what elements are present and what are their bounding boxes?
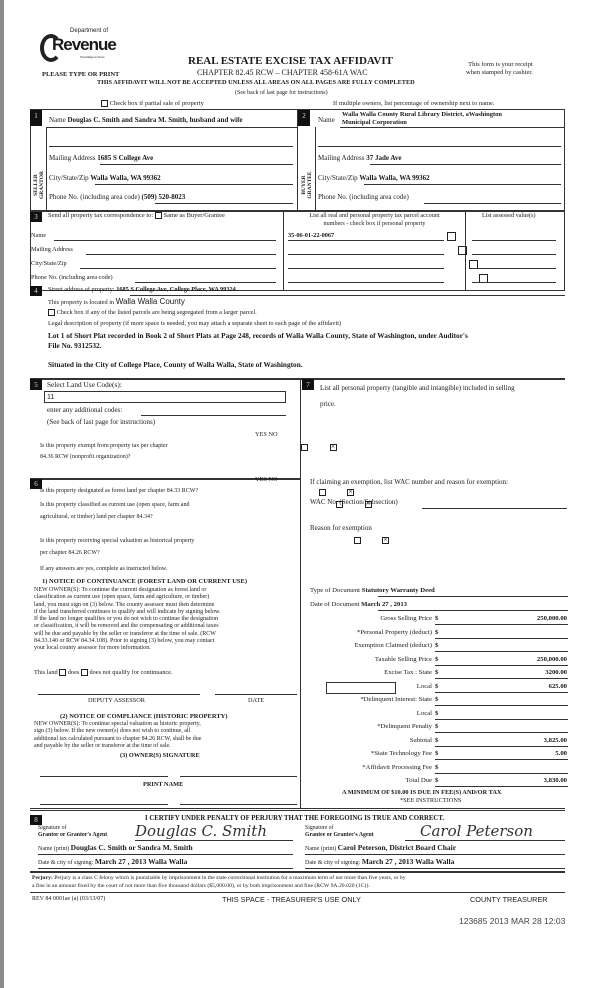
- wac-number-input[interactable]: [422, 508, 567, 509]
- currency-sign: $: [435, 642, 439, 649]
- nonprofit-no-checkbox[interactable]: [330, 444, 337, 451]
- form-warning: THIS AFFIDAVIT WILL NOT BE ACCEPTED UNLESS ALL AREAS ON ALL PAGES ARE FULLY COMPLETED: [97, 79, 415, 86]
- tax-row-line: [435, 786, 568, 787]
- does-qualify-checkbox[interactable]: [59, 669, 66, 676]
- section-4-number: 4: [30, 286, 42, 296]
- same-as-buyer-checkbox[interactable]: [155, 212, 162, 219]
- correspondence-phone[interactable]: [135, 282, 276, 283]
- notice-line: if the land transferred continues to qualify and will indicate by signing below.: [34, 608, 221, 615]
- tax-row-value[interactable]: 3,825.00: [543, 736, 567, 744]
- tax-row-line: [435, 692, 568, 693]
- currency-sign: $: [435, 777, 439, 784]
- section-5-number: 5: [30, 379, 42, 390]
- personal-property-checkbox-2[interactable]: [458, 246, 467, 255]
- seller-label: SELLER GRANTOR: [33, 171, 45, 200]
- seller-phone[interactable]: (509) 520-8023: [141, 193, 186, 201]
- land-use-code-input[interactable]: 11: [44, 391, 286, 403]
- receipt-note: This form is your receipt when stamped by cashier.: [466, 61, 533, 76]
- tax-row-line: [435, 759, 568, 760]
- deputy-assessor-line[interactable]: [38, 694, 200, 695]
- seller-mailing-address[interactable]: 1685 S College Ave: [97, 154, 154, 162]
- grantee-print-name[interactable]: Carol Peterson, District Board Chair: [337, 843, 457, 852]
- currency-sign: $: [435, 736, 439, 744]
- tax-row-label: Excise Tax : State: [384, 669, 432, 676]
- tax-row-value[interactable]: 5.00: [555, 750, 567, 757]
- notice-line: sign (3) below. If the new owner(s) does not wish to continue, all: [34, 728, 191, 735]
- notice-line: or classification, it will be removed and the compensating or additional taxes: [34, 623, 219, 630]
- notice-line: additional tax calculated pursuant to chapter 84.26 RCW, shall be due: [34, 735, 202, 742]
- forest-no-checkbox[interactable]: [347, 489, 354, 496]
- tax-row-label: *Affidavit Processing Fee: [362, 763, 432, 771]
- tax-row-label: Local: [416, 709, 432, 717]
- see-back: (See back of last page for instructions): [235, 90, 328, 96]
- treasurer-use: THIS SPACE - TREASURER'S USE ONLY: [222, 895, 361, 904]
- assessed-value-1[interactable]: [472, 240, 556, 241]
- grantor-date-city[interactable]: March 27 , 2013 Walla Walla: [94, 857, 188, 866]
- notice-line: and payable by the seller or transferor at the time of sale.: [34, 742, 171, 749]
- dor-logo: Department of Revenue Washington State: [40, 28, 120, 70]
- tax-row-line: [435, 638, 568, 639]
- section-2-number: 2: [298, 110, 310, 126]
- notice-line: land, you must sign on (3) below. The county assessor must then determine: [34, 601, 215, 608]
- treasurer-stamp: 123685 2013 MAR 28 12:03: [459, 916, 566, 926]
- tax-row-value[interactable]: 250,000.00: [536, 615, 567, 622]
- currency-sign: $: [435, 763, 439, 771]
- tax-row-line: [435, 624, 568, 625]
- tax-row-value[interactable]: 3,830.00: [543, 777, 567, 784]
- section-8-number: 8: [30, 815, 42, 825]
- tax-row-line: [435, 665, 568, 666]
- form-number: REV 84 0001ae (a) (03/13/07): [32, 896, 106, 902]
- currency-sign: $: [435, 682, 439, 690]
- form-chapter: CHAPTER 82.45 RCW – CHAPTER 458-61A WAC: [197, 68, 368, 77]
- tax-row-line: [435, 773, 568, 774]
- tax-row-label: Taxable Selling Price: [374, 655, 432, 663]
- currency-sign: $: [435, 615, 439, 622]
- personal-property-checkbox-1[interactable]: [447, 232, 456, 241]
- tax-row-value[interactable]: 250,000.00: [536, 655, 567, 663]
- tax-row-line: [435, 746, 568, 747]
- notice-line: your local county assessor for more information.: [34, 645, 151, 652]
- county-treasurer: COUNTY TREASURER: [470, 895, 548, 904]
- currency-sign: $: [435, 655, 439, 663]
- tax-row-label: *Personal Property (deduct): [356, 628, 432, 636]
- perjury-notice: Perjury: Perjury is a class C felony which is punishable by imprisonment in the state correctional institution for a maximum term of not more than five years, or by a fine in an amount fixed by the court of not more than five thousand dollars ($5,000.00), or by both imprisonment and fine (RCW 9A.20.020 (1C)).: [32, 875, 406, 889]
- assessed-value-2[interactable]: [472, 254, 556, 255]
- multiple-owners-note: If multiple owners, list percentage of ownership next to name.: [333, 100, 495, 107]
- historic-yes-checkbox[interactable]: [354, 537, 361, 544]
- grantee-date-city[interactable]: March 27 , 2013 Walla Walla: [361, 857, 455, 866]
- buyer-name[interactable]: Walla Walla County Rural Library District, aWashington Municipal Corporation: [342, 111, 503, 126]
- correspondence-mailing[interactable]: [86, 254, 276, 255]
- print-name-line-1[interactable]: [40, 804, 168, 805]
- document-date[interactable]: March 27 , 2013: [361, 601, 408, 608]
- notice-of-continuance: [34, 587, 220, 653]
- correspondence-city[interactable]: [80, 268, 276, 269]
- tax-row-label: *Delinquent Penalty: [377, 723, 432, 730]
- owner-signature-line-1[interactable]: [40, 776, 168, 777]
- tax-row-label: *State Technology Fee: [370, 750, 432, 757]
- legal-description[interactable]: Lot 1 of Short Plat recorded in Book 2 of Short Plats at Page 248, records of Walla Walla County, State of Washington, under Auditor's File No. 9312532. Situated in the City of College Place, County of Walla Walla, State of Washington.: [48, 331, 468, 369]
- buyer-phone[interactable]: [424, 203, 561, 204]
- currency-sign: $: [435, 750, 439, 757]
- does-not-qualify-checkbox[interactable]: [81, 669, 88, 676]
- section-6-number: 6: [30, 479, 42, 489]
- print-name-line-2[interactable]: [180, 804, 297, 805]
- tax-row-value[interactable]: 3200.00: [545, 669, 567, 676]
- historic-no-checkbox[interactable]: [382, 537, 389, 544]
- notice-line: If the land no longer qualifies or you do not wish to continue the designation: [34, 616, 218, 623]
- scan-edge: [0, 0, 4, 988]
- nonprofit-yes-checkbox[interactable]: [301, 444, 308, 451]
- tax-row-label: Subtotal: [409, 736, 432, 744]
- tax-row-label: Gross Selling Price: [380, 615, 432, 622]
- tax-row-line: [435, 732, 568, 733]
- notice-line: NEW OWNER(S): To continue special valuation as historic property,: [34, 721, 201, 727]
- buyer-label: BUYER GRANTEE: [301, 171, 313, 199]
- tax-row-line: [435, 719, 568, 720]
- buyer-city[interactable]: Walla Walla, WA 99362: [359, 174, 430, 182]
- property-street-address[interactable]: 1685 S College Ave, College Place, WA 99324: [116, 286, 236, 293]
- grantee-signature[interactable]: Carol Peterson: [420, 822, 533, 840]
- buyer-mailing-address[interactable]: 37 Jade Ave: [366, 154, 402, 162]
- parcel-1[interactable]: 35-06-01-22-0067: [288, 232, 335, 239]
- currency-sign: $: [435, 696, 439, 703]
- assessed-value-4[interactable]: [472, 282, 556, 283]
- tax-row-value[interactable]: 625.00: [548, 682, 567, 690]
- section-7-number: 7: [302, 379, 314, 390]
- property-county[interactable]: Walla Walla County: [115, 297, 185, 306]
- tax-row-label: *Delinquent Interest: State: [360, 696, 432, 703]
- currency-sign: $: [435, 709, 439, 717]
- assessor-date-line[interactable]: [215, 694, 297, 695]
- owner-signature-line-2[interactable]: [180, 776, 297, 777]
- section-1-number: 1: [30, 110, 42, 126]
- tax-row-line: [435, 651, 568, 652]
- segregated-checkbox[interactable]: [48, 309, 55, 316]
- notice-line: will be due and payable by the seller or transferor at the time of sale. (RCW: [34, 630, 216, 637]
- notice-of-compliance: [34, 721, 201, 750]
- tax-row-label: Exemption Claimed (deduct): [354, 642, 432, 649]
- partial-sale-checkbox[interactable]: Check box if partial sale of property: [101, 100, 204, 107]
- notice-line: 84.33.140 or RCW 84.34.108). Prior to signing (3) below, you may contact: [34, 638, 215, 645]
- tax-row-line: [435, 705, 568, 706]
- notice-line: classification as current use (open space, farm and agriculture, or timber): [34, 594, 210, 601]
- local-code-box[interactable]: [326, 682, 396, 694]
- notice-line: NEW OWNER(S): To continue the current designation as forest land or: [34, 587, 207, 593]
- grantor-print-name[interactable]: Douglas C. Smith or Sandra M. Smith: [70, 843, 193, 852]
- form-title: REAL ESTATE EXCISE TAX AFFIDAVIT: [188, 55, 393, 67]
- seller-name[interactable]: Douglas C. Smith and Sandra M. Smith, husband and wife: [67, 116, 243, 124]
- tax-row-line: [435, 678, 568, 679]
- currency-sign: $: [435, 628, 439, 636]
- section-3-number: 3: [30, 212, 42, 222]
- assessed-value-3[interactable]: [472, 268, 556, 269]
- tax-row-label: Local: [416, 682, 432, 690]
- type-or-print: PLEASE TYPE OR PRINT: [42, 71, 120, 78]
- currency-sign: $: [435, 669, 439, 676]
- tax-row-label: Total Due: [405, 777, 432, 784]
- additional-codes-input[interactable]: [141, 415, 286, 416]
- currency-sign: $: [435, 723, 439, 730]
- grantor-signature[interactable]: Douglas C. Smith: [135, 822, 267, 840]
- seller-city[interactable]: Walla Walla, WA 99362: [90, 174, 161, 182]
- document-type[interactable]: Statutory Warranty Deed: [361, 587, 435, 594]
- forest-yes-checkbox[interactable]: [319, 489, 326, 496]
- correspondence-name[interactable]: [54, 240, 276, 241]
